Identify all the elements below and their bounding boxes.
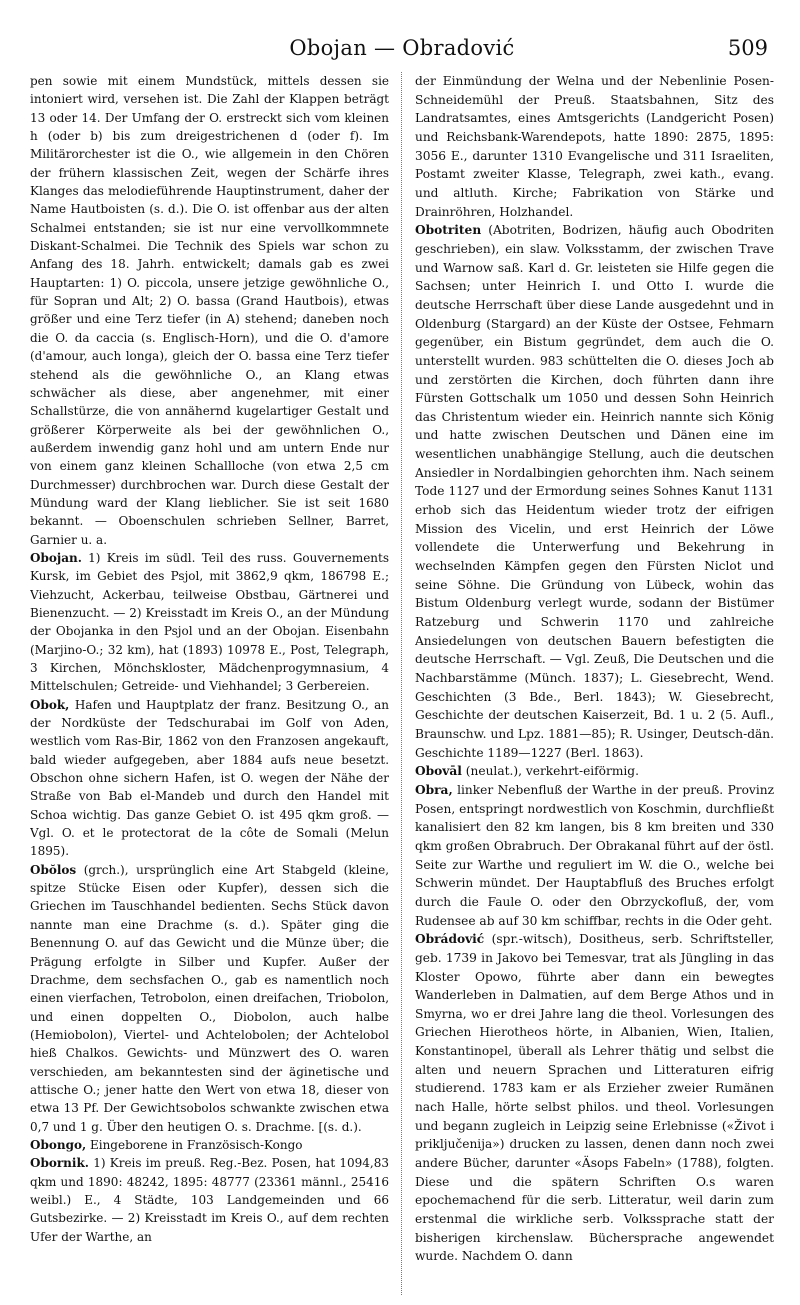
entry-obradovic: Obrádović (spr.-witsch), Dositheus, serb. Schriftsteller, geb. 1739 in Jakovo bei Temesvar, trat als Jüngling in das Kloster Opowo, führte aber dann ein bewegtes Wanderleben in Dalmatien, auf dem Berge Athos und in Smyrna, wo er drei Jahre lang die theol. Vorlesungen des Griechen Hierotheos hörte, in Albanien, Wien, Italien, Konstantinopel, überall als Lehrer thätig und selbst die alten und neuern Sprachen und Litteraturen eifrig studierend. 1783 kam er als Erzieher zweier Rumänen nach Halle, hörte selbst philos. und theol. Vorlesungen und begann zugleich in Leipzig seine Erlebnisse («Život i priključenija») drucken zu lassen, denen dann noch zwei andere Bücher, darunter «Äsops Fabeln» (1788), folgten. Diese und die spätern Schriften O.s waren epochemachend für die serb. Litteratur, weil darin zum erstenmal die wirkliche serb. Volkssprache statt der bisherigen kirchenslaw. Büchersprache angewendet wurde. Nachdem O. dann <box>414 932 774 1264</box>
headword: Obra, <box>414 782 453 797</box>
page-number: 509 <box>727 36 768 60</box>
headword: Obŏlos <box>30 862 77 877</box>
text-columns <box>30 72 774 1295</box>
left-column <box>30 72 389 1295</box>
entry-obongo: Obongo, Eingeborene in Französisch-Kongo <box>30 1137 303 1152</box>
running-header <box>30 36 774 70</box>
column-divider <box>401 72 403 1295</box>
headword: Obok, <box>30 697 70 712</box>
entry-obornik: Obornik. 1) Kreis im preuß. Reg.-Bez. Posen, hat 1094,83 qkm und 1890: 48242, 1895: 48777 (23361 männl., 25416 weibl.) E., 4 Städte, 103 Landgemeinden und 66 Gutsbezirke. — 2) Kreisstadt im Kreis O., auf dem rechten Ufer der Warthe, an <box>30 1156 390 1244</box>
headword: Obojan. <box>30 550 82 565</box>
right-column <box>415 72 774 1295</box>
entry-obolos: Obŏlos (grch.), ursprünglich eine Art Stabgeld (kleine, spitze Stücke Eisen oder Kupfer), dessen sich die Griechen im Tauschhandel bedienten. Sechs Stück davon nannte man eine Drachme (s. d.). Später ging die Benennung O. auf das Gewicht und die Münze über; die Prägung erfolgte in Silber und Kupfer. Außer der Drachme, dem sechsfachen O., gab es namentlich noch einen vierfachen, Tetrobolon, einen dreifachen, Triobolon, und einen doppelten O., Diobolon, auch halbe (Hemiobolon), Viertel- und Achtelobolen; der Achtelobol hieß Chalkos. Gewichts- und Münzwert des O. waren verschieden, am bekanntesten sind der äginetische und attische O.; jener hatte den Wert von etwa 18, dieser von etwa 13 Pf. Der Gewichtsobolos schwankte zwischen etwa 0,7 und 1 g. Über den heutigen O. s. Drachme. [(s. d.). <box>30 862 390 1134</box>
headword: Obongo, <box>30 1137 87 1152</box>
entry-obotriten: Obotriten (Abotriten, Bodrizen, häufig auch Obodriten geschrieben), ein slaw. Volksstamm, der zwischen Trave und Warnow saß. Karl d. Gr. leisteten sie Hilfe gegen die Sachsen; unter Heinrich I. und Otto I. wurde die deutsche Herrschaft über diese Lande ausgedehnt und in Oldenburg (Stargard) an der Küste der Ostsee, Fehmarn gegenüber, ein Bistum gegründet, dem auch die O. unterstellt wurden. 983 schüttelten die O. dieses Joch ab und zerstörten die Kirchen, doch führten dann ihre Fürsten Gottschalk um 1050 und dessen Sohn Heinrich das Christentum wieder ein. Heinrich nannte sich König und hatte zwischen Deutschen und Dänen eine im wesentlichen unabhängige Stellung, auch die deutschen Ansiedler in Nordalbingien gehorchten ihm. Nach seinem Tode 1127 und der Ermordung seines Sohnes Kanut 1131 erhob sich das Heidentum wieder trotz der eifrigen Mission des Vicelin, und erst Heinrich der Löwe vollendete die Unterwerfung und Bekehrung in wechselnden Kämpfen gegen den Fürsten Niclot und seine Söhne. Die Gründung von Lübeck, wohin das Bistum Oldenburg verlegt wurde, sodann der Bistümer Ratzeburg und Schwerin 1170 und zahlreiche Ansiedelungen von deutschen Bauern befestigten die deutsche Herrschaft. — Vgl. Zeuß, Die Deutschen und die Nachbarstämme (Münch. 1837); L. Giesebrecht, Wend. Geschichten (3 Bde., Berl. 1843); W. Giesebrecht, Geschichte der deutschen Kaiserzeit, Bd. 1 u. 2 (5. Aufl., Braunschw. und Lpz. 1881—85); R. Usinger, Deutsch-dän. Geschichte 1189—1227 (Berl. 1863). <box>414 223 774 760</box>
headword: Obotriten <box>414 223 482 238</box>
running-title: Obojan — Obradović <box>289 36 515 60</box>
entry-obojan: Obojan. 1) Kreis im südl. Teil des russ. Gouvernements Kursk, im Gebiet des Psjol, mit 3862,9 qkm, 186798 E.; Viehzucht, Ackerbau, teilweise Obstbau, Gärtnerei und Bienenzucht. — 2) Kreisstadt im Kreis O., an der Mündung der Obojanka in den Psjol und an der Obojan. Eisenbahn (Marjino-O.; 32 km), hat (1893) 10978 E., Post, Telegraph, 3 Kirchen, Mönchskloster, Mädchenprogymnasium, 4 Mittelschulen; Getreide- und Viehhandel; 3 Gerbereien. <box>30 550 390 694</box>
entry-continuation: pen sowie mit einem Mundstück, mittels dessen sie intoniert wird, versehen ist. Die Zahl der Klappen beträgt 13 oder 14. Der Umfang der O. erstreckt sich vom kleinen h (oder b) bis zum dreigestrichenen d (oder f). Im Militärorchester ist die O., wie allgemein in den Chören der frühern klassischen Zeit, wegen der Schärfe ihres Klanges das melodieführende Hauptinstrument, daher der Name Hautboisten (s. d.). Die O. ist offenbar aus der alten Schalmei entstanden; sie ist nur eine vervollkommnete Diskant-Schalmei. Die Technik des Spiels war schon zu Anfang des 18. Jahrh. entwickelt; damals gab es zwei Hauptarten: 1) O. piccola, unsere jetzige gewöhnliche O., für Sopran und Alt; 2) O. bassa (Grand Hautbois), etwas größer und eine Terz tiefer (in A) stehend; daneben noch die O. da caccia (s. Englisch-Horn), und die O. d'amore (d'amour, auch longa), gleich der O. bassa eine Terz tiefer stehend als die gewöhnliche O., an Klang etwas schwächer als diese, aber angenehmer, mit einer Schallstürze, die von annähernd kugelartiger Gestalt und größerer Körperweite als bei der gewöhnlichen O., außerdem inwendig ganz hohl und am untern Ende nur von einem ganz kleinen Schallloche (von etwa 2,5 cm Durchmesser) durchbrochen war. Durch diese Gestalt der Mündung ward der Klang lieblicher. Sie ist seit 1680 bekannt. — Oboenschulen schrieben Sellner, Barret, Garnier u. a. <box>30 74 390 547</box>
headword: Obrádović <box>414 932 485 947</box>
entry-obok: Obok, Hafen und Hauptplatz der franz. Besitzung O., an der Nordküste der Tedschurabai im Golf von Aden, westlich vom Ras-Bir, 1862 von den Franzosen angekauft, bald wieder aufgegeben, aber 1884 aufs neue besetzt. Obschon ohne sichern Hafen, ist O. wegen der Nähe der Straße von Bab el-Mandeb und durch den Handel mit Schoa wichtig. Das ganze Gebiet O. ist 495 qkm groß. — Vgl. O. et le protectorat de la côte de Somali (Melun 1895). <box>30 697 390 859</box>
entry-continuation: der Einmündung der Welna und der Nebenlinie Posen-Schneidemühl der Preuß. Staatsbahnen, Sitz des Landratsamtes, eines Amtsgerichts (Landgericht Posen) und Reichsbank-Warendepots, hatte 1890: 2875, 1895: 3056 E., darunter 1310 Evangelische und 311 Israeliten, Postamt zweiter Klasse, Telegraph, zwei kath., evang. und altluth. Kirche; Fabrikation von Stärke und Drainröhren, Holzhandel. <box>414 74 774 219</box>
entry-oboval: Obovāl (neulat.), verkehrt-eiförmig. <box>414 764 639 779</box>
entry-obra: Obra, linker Nebenfluß der Warthe in der preuß. Provinz Posen, entspringt nordwestlich von Koschmin, durchfließt kanalisiert den 82 km langen, bis 8 km breiten und 330 qkm großen Obrabruch. Der Obrakanal führt auf der östl. Seite zur Warthe und reguliert im W. die O., welche bei Schwerin mündet. Der Hauptabfluß des Bruches erfolgt durch die Faule O. oder den Obrzyckofluß, der, vom Rudensee ab auf 30 km schiffbar, rechts in die Oder geht. <box>414 782 774 928</box>
headword: Obovāl <box>414 764 462 779</box>
headword: Obornik. <box>30 1156 89 1171</box>
